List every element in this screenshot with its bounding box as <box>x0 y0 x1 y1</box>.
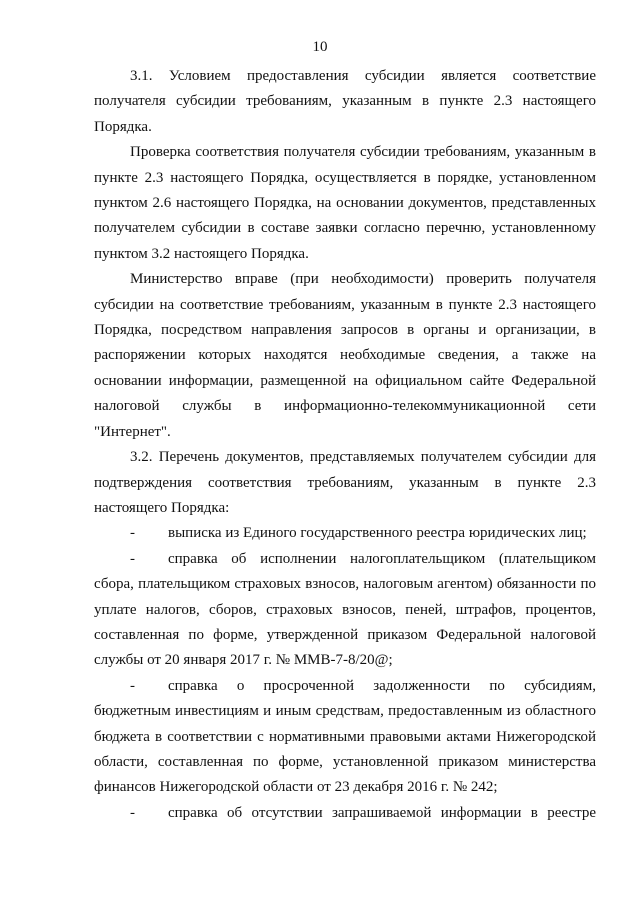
list-dash: - <box>130 550 135 567</box>
paragraph-3-1: 3.1. Условием предоставления субсидии является соответствие получателя субсидии требованиям, указанным в пункте 2.3 настоящего Порядка. <box>94 68 596 135</box>
list-dash: - <box>130 677 135 694</box>
list-item-text: справка о просроченной задолженности по субсидиям, бюджетным инвестициям и иным средствам, предоставленным из областного бюджета в соответствии с нормативными правовыми актами Нижегородской области, составленная по форме, установленной приказом министерства финансов Нижегородской области от 23 декабря 2016 г. № 242; <box>94 677 596 796</box>
document-body <box>94 64 596 826</box>
list-item <box>94 801 596 826</box>
paragraph-3-2: 3.2. Перечень документов, представляемых получателем субсидии для подтверждения соответствия требованиям, указанным в пункте 2.3 настоящего Порядка: <box>94 449 596 516</box>
list-dash: - <box>130 804 135 821</box>
list-dash: - <box>130 525 135 542</box>
page-number: 10 <box>312 39 328 55</box>
paragraph-verification: Проверка соответствия получателя субсидии требованиям, указанным в пункте 2.3 настоящего Порядка, осуществляется в порядке, установленном пунктом 2.6 настоящего Порядка, на основании документов, представленных получателем субсидии в составе заявки согласно перечню, установленному пунктом 3.2 настоящего Порядка. <box>94 144 596 262</box>
list-item-text: справка об отсутствии запрашиваемой информации в реестре <box>168 804 596 821</box>
list-item <box>94 674 596 801</box>
list-item-text: справка об исполнении налогоплательщиком (плательщиком сбора, плательщиком страховых взносов, налоговым агентом) обязанности по уплате налогов, сборов, страховых взносов, пеней, штрафов, процентов, составленная по форме, утвержденной приказом Федеральной налоговой службы от 20 января 2017 г. № ММВ-7-8/20@; <box>94 550 596 669</box>
list-item <box>94 547 596 674</box>
list-item <box>94 521 596 546</box>
list-item-text: выписка из Единого государственного реестра юридических лиц; <box>168 525 587 542</box>
paragraph-ministry-right: Министерство вправе (при необходимости) проверить получателя субсидии на соответствие требованиям, указанным в пункте 2.3 настоящего Порядка, посредством направления запросов в органы и организации, в распоряжении которых находятся необходимые сведения, а также на основании информации, размещенной на официальном сайте Федеральной налоговой службы в информационно-телекоммуникационной сети "Интернет". <box>94 271 596 440</box>
